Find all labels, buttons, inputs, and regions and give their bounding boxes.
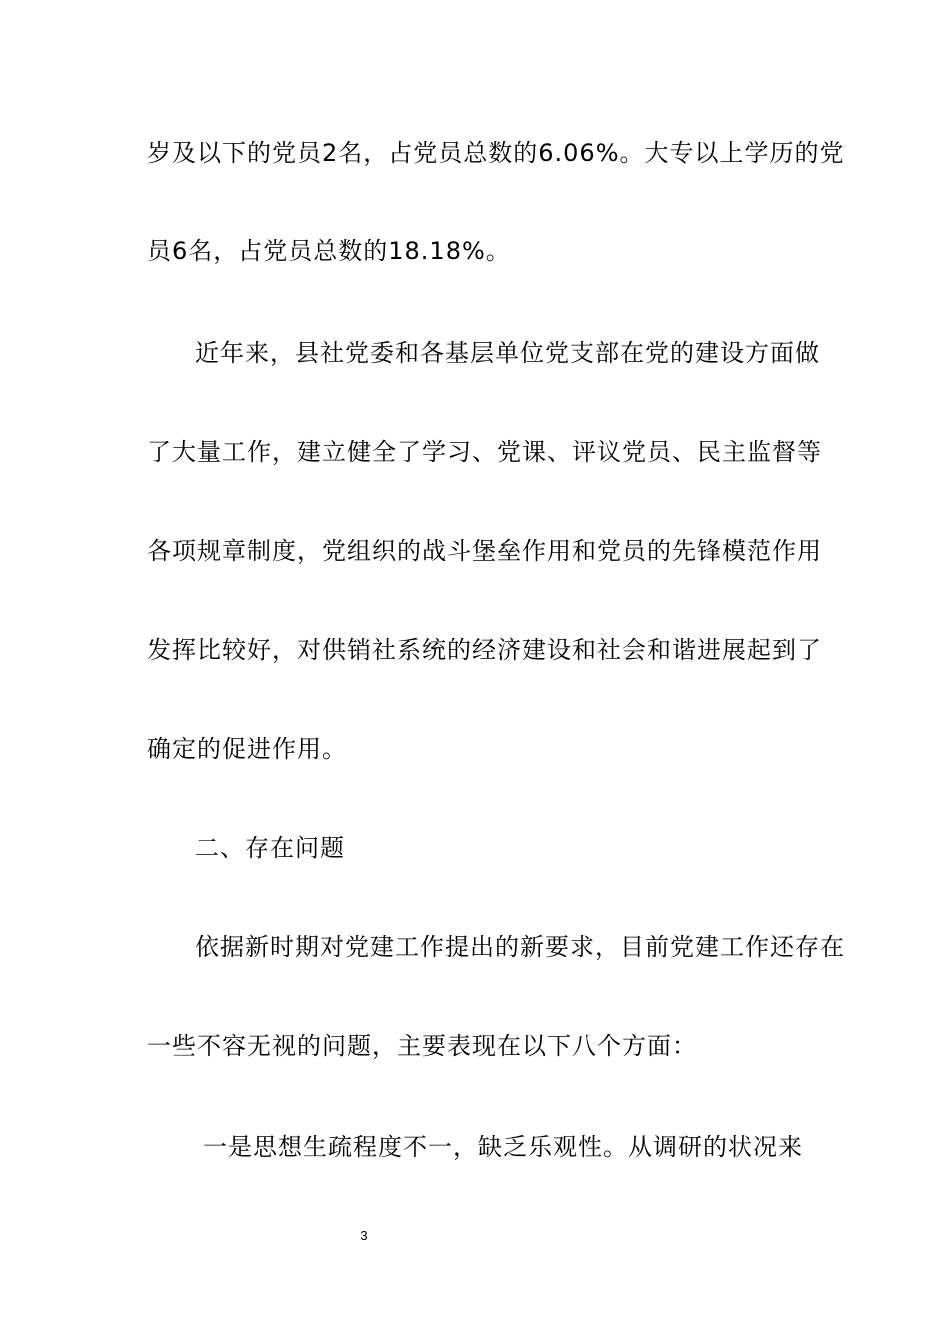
paragraph-start-line: 近年来，县社党委和各基层单位党支部在党的建设方面做 (195, 339, 820, 367)
paragraph-start-line: 一是思想生疏程度不一，缺乏乐观性。从调研的状况来 (203, 1133, 803, 1161)
text-line: 了大量工作，建立健全了学习、党课、评议党员、民主监督等 (147, 438, 822, 466)
paragraph-start-line: 依据新时期对党建工作提出的新要求，目前党建工作还存在 (195, 933, 845, 961)
text-line: 各项规章制度，党组织的战斗堡垒作用和党员的先锋模范作用 (147, 537, 822, 565)
text-line: 员6名，占党员总数的18.18%。 (147, 237, 511, 265)
section-heading: 二、存在问题 (195, 834, 345, 862)
text-line: 一些不容无视的问题，主要表现在以下八个方面： (147, 1032, 697, 1060)
text-line: 发挥比较好，对供销社系统的经济建设和社会和谐进展起到了 (147, 636, 822, 664)
text-line: 岁及以下的党员2名，占党员总数的6.06%。大专以上学历的党 (147, 139, 845, 167)
text-line: 确定的促进作用。 (147, 735, 347, 763)
page-number: 3 (360, 1228, 368, 1243)
